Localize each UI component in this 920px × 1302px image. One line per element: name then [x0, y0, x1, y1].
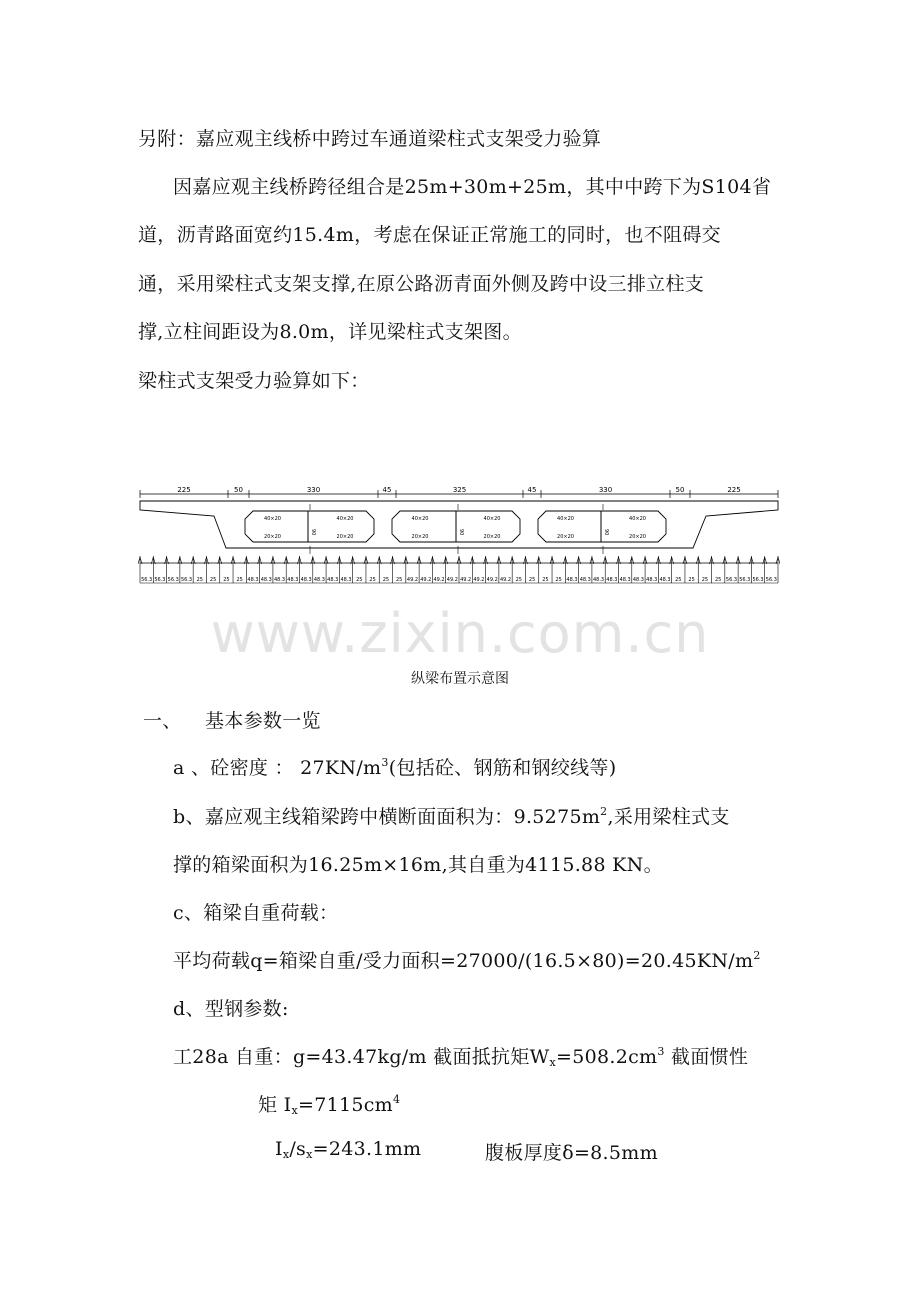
param-d-line-2	[258, 1090, 400, 1117]
param-b-line-2: 撑的箱梁面积为16.25m×16m,其自重为4115.88 KN。	[173, 854, 663, 876]
spacing-label: 48.3	[340, 577, 352, 583]
dimension-label: 50	[675, 486, 685, 494]
cell-label-top: 40×20	[557, 516, 574, 522]
spacing-label: 56.3	[154, 577, 166, 583]
d-l3-sub2: x	[306, 1148, 313, 1161]
spacing-label: 48.3	[300, 577, 312, 583]
param-c-formula-sup: 2	[753, 949, 761, 962]
spacing-label: 56.3	[180, 577, 193, 583]
param-d-web-thickness: 腹板厚度δ=8.5mm	[485, 1142, 658, 1164]
spacing-label: 25	[542, 577, 549, 583]
spacing-label: 48.3	[313, 577, 326, 583]
cell-label-bottom: 20×20	[557, 534, 574, 540]
spacing-label: 25	[715, 577, 722, 583]
cell-label-bottom: 20×20	[264, 534, 281, 540]
cell-label-top: 40×20	[629, 516, 646, 522]
dimension-label: 330	[306, 486, 321, 494]
spacing-label: 25	[515, 577, 522, 583]
spacing-label: 48.3	[619, 577, 631, 583]
dimension-label: 330	[598, 486, 613, 494]
spacing-label: 56.3	[141, 577, 153, 583]
d-l1-sup: 3	[657, 1045, 665, 1058]
spacing-label: 25	[209, 577, 217, 583]
intro-line-3: 通，采用梁柱式支架支撑,在原公路沥青面外侧及跨中设三排立柱支	[138, 273, 705, 295]
param-c-formula-text: 平均荷载q=箱梁自重/受力面积=27000/(16.5×80)=20.45KN/m	[173, 950, 754, 972]
spacing-label: 25	[236, 577, 243, 583]
box-girder-section	[140, 501, 778, 548]
param-a-post: (包括砼、钢筋和钢绞线等)	[388, 757, 617, 779]
spacing-label: 25	[688, 577, 695, 583]
spacing-label: 48.3	[273, 577, 286, 583]
beam-layout-diagram	[138, 484, 780, 588]
figure-caption: 纵梁布置示意图	[411, 671, 509, 687]
spacing-label: 48.3	[592, 577, 605, 583]
spacing-label: 25	[396, 577, 403, 583]
cell-label-bottom: 20×20	[336, 534, 354, 540]
cell-label-top: 40×20	[336, 516, 354, 522]
calc-intro: 梁柱式支架受力验算如下：	[138, 370, 370, 392]
watermark: www.zixin.com.cn	[210, 602, 710, 665]
spacing-label: 49.2	[499, 577, 512, 583]
d-l3-sub1: x	[282, 1148, 290, 1161]
intro-line-2: 道，沥青路面宽约15.4m，考虑在保证正常施工的同时，也不阻碍交	[138, 224, 721, 246]
d-l1-b: =508.2cm	[556, 1046, 658, 1068]
param-a-pre: a 、砼密度 ： 27KN/m	[173, 757, 382, 779]
spacing-label: 49.2	[446, 577, 458, 583]
spacing-label: 25	[528, 577, 536, 583]
cell-label-top: 40×20	[483, 516, 501, 522]
spacing-label: 49.2	[473, 577, 485, 583]
param-d-title: d、型钢参数:	[173, 998, 289, 1020]
spacing-label: 48.3	[247, 577, 259, 583]
param-b-line-1	[173, 802, 730, 829]
dimension-label: 325	[452, 486, 467, 494]
intro-line-4: 撑,立柱间距设为8.0m，详见梁柱式支架图。	[138, 321, 522, 343]
section-1-number: 一、	[143, 710, 182, 732]
cell-label-top: 40×20	[264, 516, 281, 522]
spacing-label: 25	[356, 577, 363, 583]
spacing-label: 49.2	[433, 577, 445, 583]
param-a	[173, 753, 616, 780]
spacing-label: 25	[555, 577, 562, 583]
intro-line-1: 因嘉应观主线桥跨径组合是25m+30m+25m，其中中跨下为S104省	[173, 176, 772, 198]
spacing-label: 25	[382, 577, 390, 583]
d-l1-sub: x	[549, 1056, 556, 1069]
param-b-sup: 2	[600, 805, 608, 818]
d-l1-c: 截面惯性	[664, 1046, 749, 1068]
spacing-label: 56.3	[725, 577, 738, 583]
d-l2-sup: 4	[393, 1093, 401, 1106]
spacing-label: 49.2	[486, 577, 498, 583]
spacing-label: 49.2	[406, 577, 419, 583]
spacing-label: 48.3	[566, 577, 578, 583]
cell-label-bottom: 20×20	[629, 534, 646, 540]
d-l2-b: =7115cm	[297, 1094, 393, 1116]
spacing-label: 48.3	[632, 577, 645, 583]
spacing-label: 48.3	[659, 577, 671, 583]
section-1-title: 基本参数一览	[205, 710, 321, 732]
param-b-pre: b、嘉应观主线箱梁跨中横断面面积为：9.5275m	[173, 806, 601, 828]
param-d-line-3	[275, 1138, 421, 1161]
spacing-label: 48.3	[606, 577, 618, 583]
web-label: 90	[603, 529, 609, 536]
d-l1-a: 工28a 自重：g=43.47kg/m 截面抵抗矩W	[173, 1046, 550, 1068]
spacing-label: 56.3	[765, 577, 777, 583]
spacing-label: 49.2	[460, 577, 472, 583]
spacing-label: 25	[369, 577, 376, 583]
web-label: 90	[458, 529, 464, 536]
param-b-post: ,采用梁柱式支	[607, 806, 730, 828]
dimension-label: 225	[177, 486, 191, 494]
doc-heading: 另附：嘉应观主线桥中跨过车通道梁柱式支架受力验算	[138, 128, 602, 150]
d-l2-a: 矩 I	[258, 1094, 292, 1116]
param-d-line-1	[173, 1042, 748, 1069]
dimension-label: 45	[527, 486, 537, 494]
d-l3-c: =243.1mm	[312, 1138, 422, 1160]
dimension-label: 45	[382, 486, 392, 494]
spacing-label: 49.2	[420, 577, 432, 583]
spacing-label: 56.3	[167, 577, 179, 583]
spacing-label: 25	[196, 577, 203, 583]
cell-label-bottom: 20×20	[483, 534, 501, 540]
spacing-label: 48.3	[327, 577, 339, 583]
param-c-formula	[173, 946, 761, 973]
spacing-label: 25	[223, 577, 230, 583]
spacing-label: 48.3	[260, 577, 272, 583]
param-c-title: c、箱梁自重荷载：	[173, 902, 339, 924]
spacing-label: 48.3	[579, 577, 591, 583]
dimension-label: 225	[727, 486, 741, 494]
spacing-label: 25	[701, 577, 709, 583]
d-l3-b: /s	[289, 1138, 307, 1160]
param-a-sup: 3	[381, 756, 389, 769]
dimension-label: 50	[234, 486, 243, 494]
spacing-label: 56.3	[752, 577, 764, 583]
d-l3-a: I	[275, 1138, 283, 1160]
web-label: 90	[310, 529, 316, 536]
spacing-label: 25	[675, 577, 682, 583]
cell-label-top: 40×20	[411, 516, 429, 522]
spacing-label: 48.3	[287, 577, 299, 583]
cell-label-bottom: 20×20	[411, 534, 429, 540]
spacing-label: 48.3	[646, 577, 658, 583]
d-l2-sub: x	[291, 1104, 298, 1117]
spacing-label: 56.3	[739, 577, 751, 583]
